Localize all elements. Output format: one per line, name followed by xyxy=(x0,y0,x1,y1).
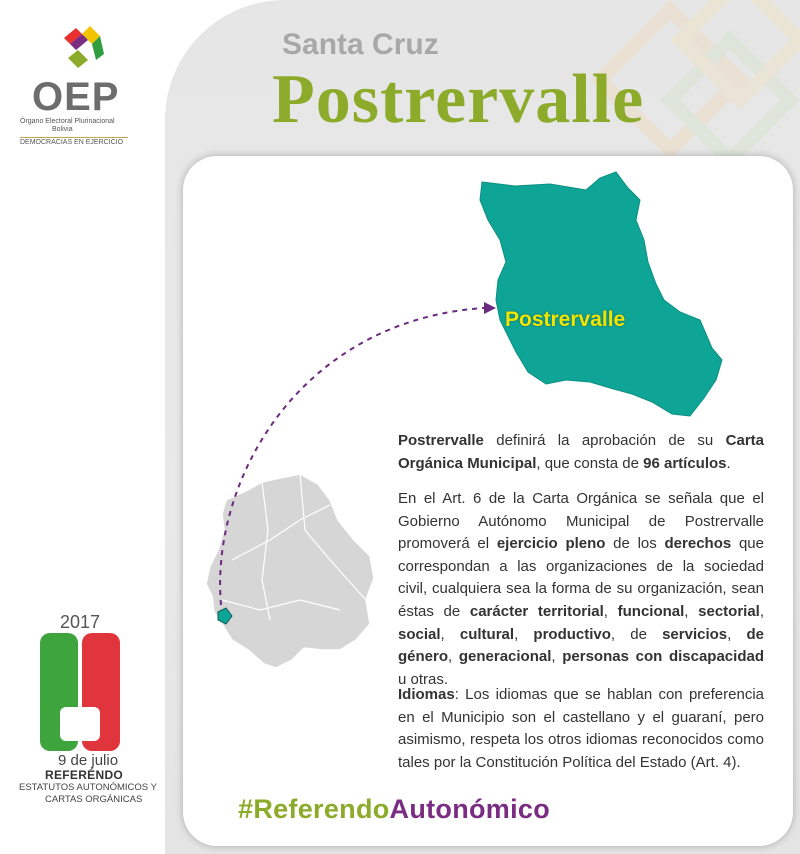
bolivia-map xyxy=(206,474,374,668)
campaign-hashtag: #ReferendoAutonómico xyxy=(238,794,551,824)
referendum-date: 9 de julio xyxy=(58,752,119,769)
referendum-year: 2017 xyxy=(60,612,101,632)
oep-country: Bolivia xyxy=(52,126,73,133)
municipality-title: Postrervalle xyxy=(272,61,645,138)
oep-tagline: DEMOCRACIAS EN EJERCICIO xyxy=(20,139,124,146)
referendum-line1: ESTATUTOS AUTONÓMICOS Y xyxy=(19,782,157,793)
oep-acronym: OEP xyxy=(32,75,120,119)
municipality-map xyxy=(480,172,722,416)
map-label: Postrervalle xyxy=(505,308,626,331)
department-name: Santa Cruz xyxy=(282,28,439,61)
oep-org-name: Órgano Electoral Plurinacional xyxy=(20,118,115,125)
ballot-flag-icon xyxy=(40,633,120,753)
languages-paragraph: Idiomas: Los idiomas que se hablan con preferencia en el Municipio son el castellano y el guaraní, pero asimismo, respeta los otros idiomas reconocidos como tales por la Constitución Política del Estado (Art. 4). xyxy=(398,686,764,771)
rights-paragraph: En el Art. 6 de la Carta Orgánica se señala que el Gobierno Autónomo Municipal de Postrervalle promoverá el ejercicio pleno de los derechos que correspondan a las organizaciones de la sociedad civil, cualquiera sea la forma de su organización, sean éstas de carácter territorial, funcional, sectorial, social, cultural, productivo, de servicios, de género, generacional, personas con discapacidad u otras. xyxy=(398,490,765,688)
referendum-line2: CARTAS ORGÁNICAS xyxy=(45,794,143,805)
intro-paragraph: Postrervalle definirá la aprobación de su Carta Orgánica Municipal, que consta de 96 artículos. xyxy=(398,432,764,472)
referendum-title: REFERÉNDO xyxy=(45,768,124,782)
